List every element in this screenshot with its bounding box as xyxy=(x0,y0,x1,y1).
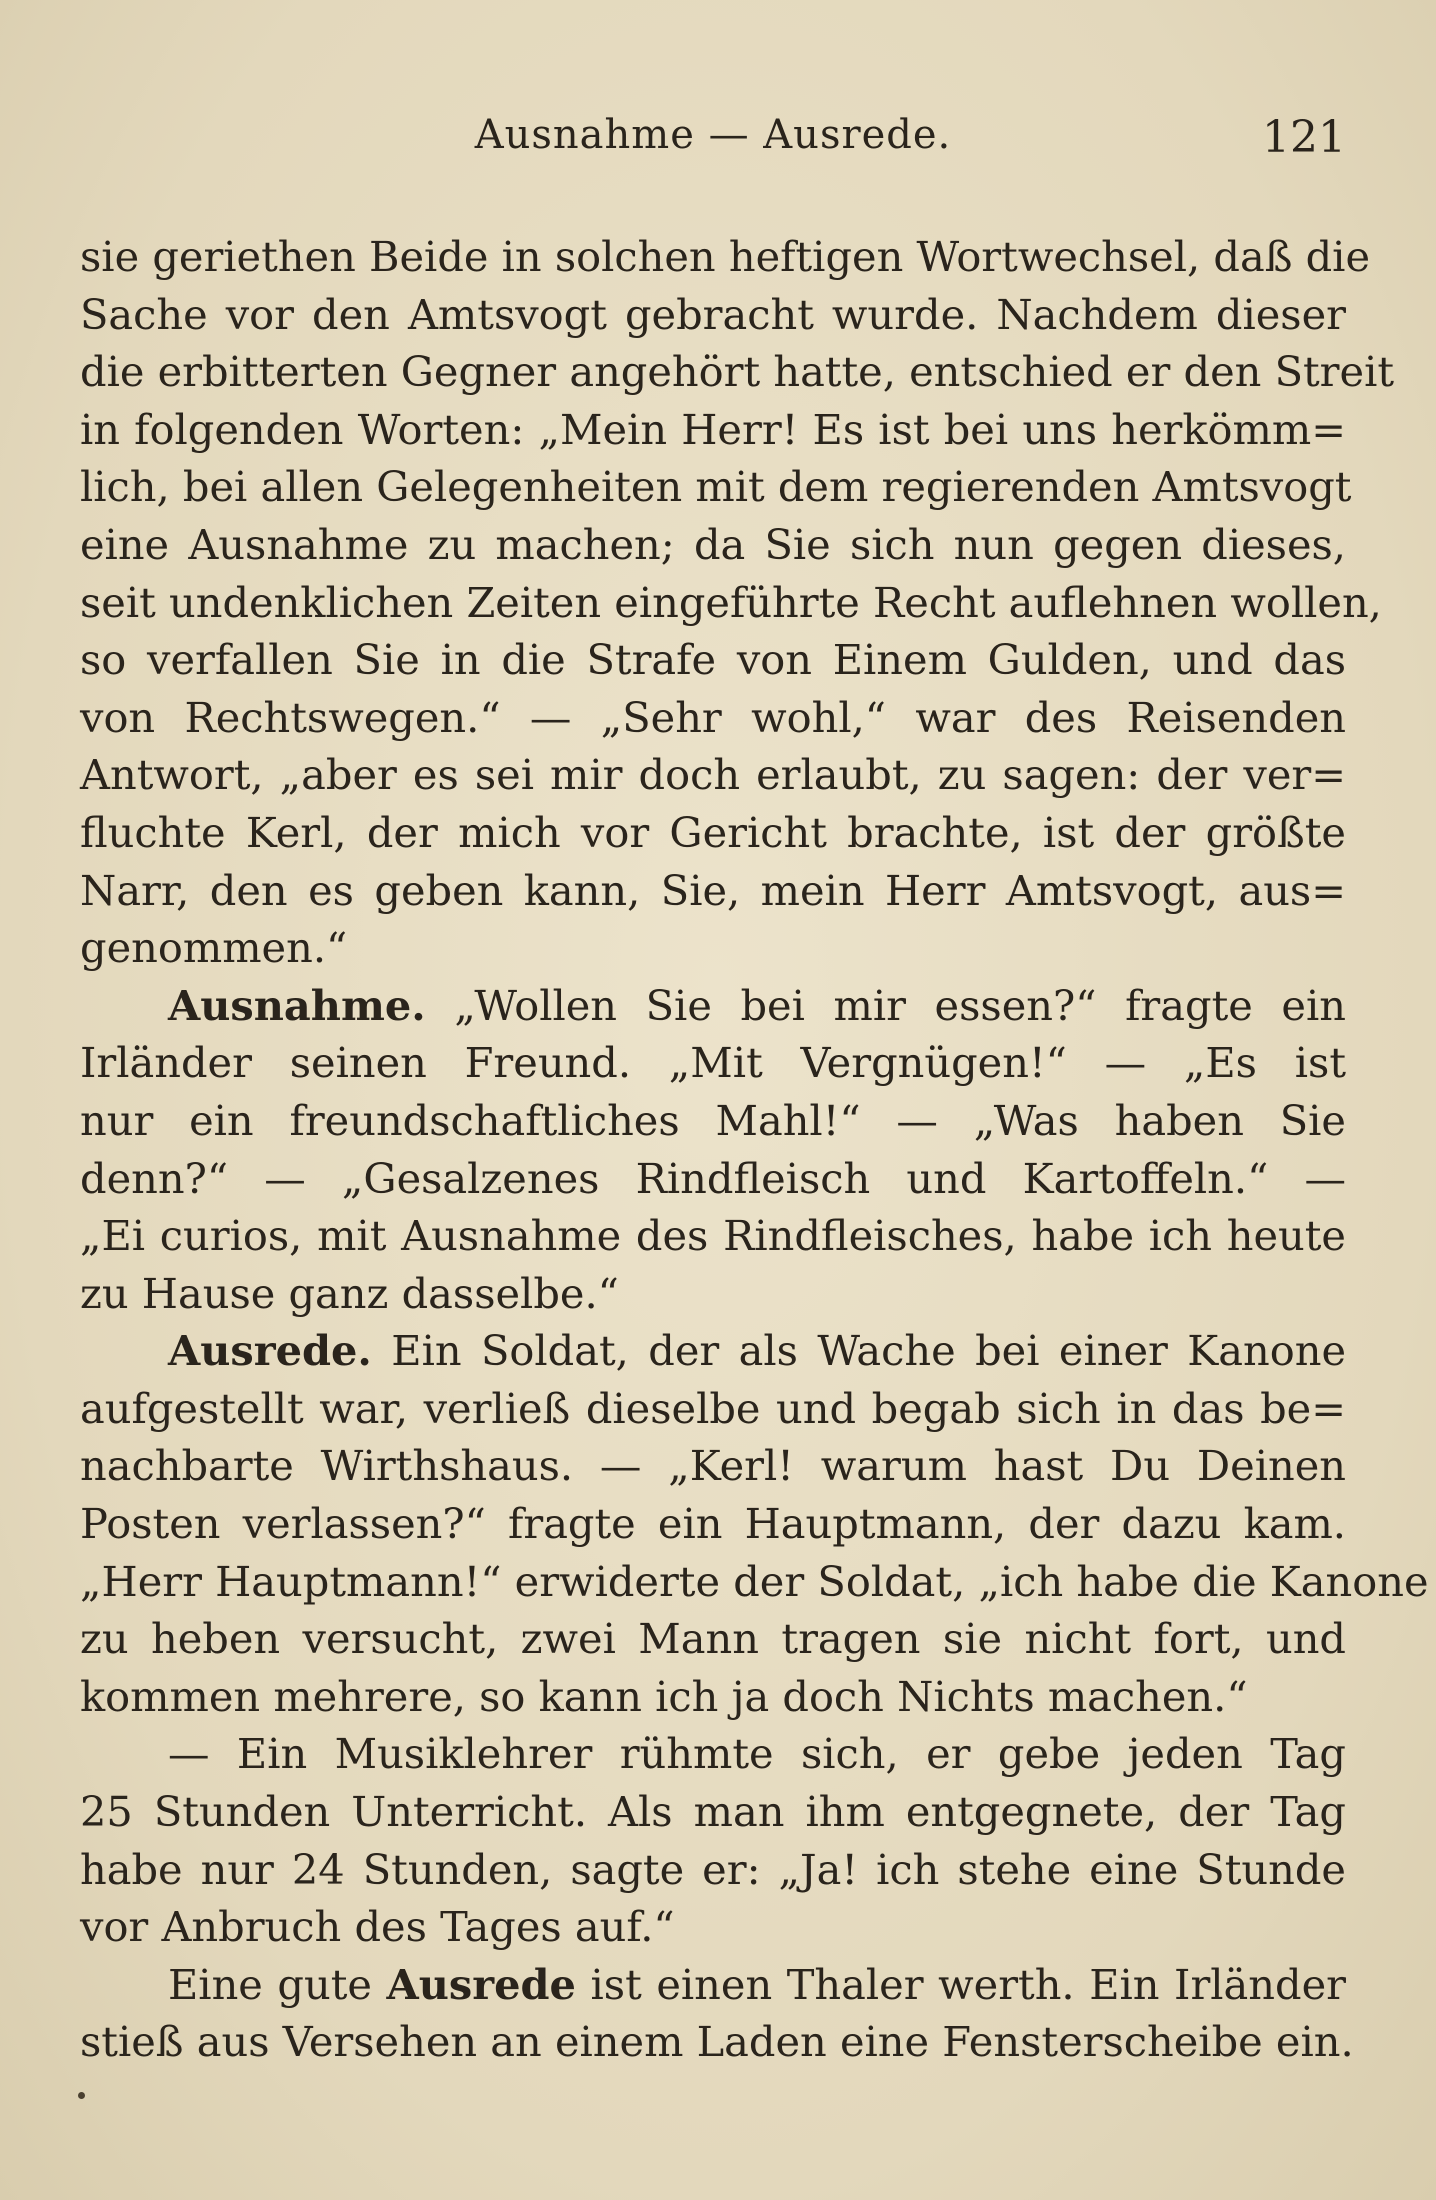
entry-text: „Wollen Sie bei mir essen?“ fragte ein xyxy=(454,980,1346,1030)
page-number: 121 xyxy=(1262,112,1346,163)
entry-text: Eine gute xyxy=(168,1959,372,2009)
text-line: von Rechtswegen.“ — „Sehr wohl,“ war des Reisenden xyxy=(80,692,1346,742)
entry-line-ausrede xyxy=(80,1322,1346,1380)
text-line: seit undenklichen Zeiten eingeführte Recht auflehnen wollen, xyxy=(80,577,1382,627)
text-line: stieß aus Versehen an einem Laden eine Fensterscheibe ein. xyxy=(80,2017,1354,2067)
text-line: Posten verlassen?“ fragte ein Hauptmann, der dazu kam. xyxy=(80,1499,1346,1549)
text-line: — Ein Musiklehrer rühmte sich, er gebe jeden Tag xyxy=(168,1729,1346,1779)
lemma-ausrede-inline: Ausrede xyxy=(386,1959,576,2009)
page-header xyxy=(80,112,1346,182)
text-line: Antwort, „aber es sei mir doch erlaubt, zu sagen: der ver= xyxy=(80,750,1346,800)
text-line: Narr, den es geben kann, Sie, mein Herr Amtsvogt, aus= xyxy=(80,865,1346,915)
text-line: Irländer seinen Freund. „Mit Vergnügen!“ — „Es ist xyxy=(80,1038,1346,1088)
text-line: nachbarte Wirthshaus. — „Kerl! warum hast Du Deinen xyxy=(80,1441,1346,1491)
entry-line-ausrede-2 xyxy=(80,1956,1346,2014)
text-line: lich, bei allen Gelegenheiten mit dem regierenden Amtsvogt xyxy=(80,462,1352,512)
entry-text: ist einen Thaler werth. Ein Irländer xyxy=(590,1959,1346,2009)
text-line: zu heben versucht, zwei Mann tragen sie nicht fort, und xyxy=(80,1614,1346,1664)
text-line: genommen.“ xyxy=(80,923,348,973)
entry-text: Ein Soldat, der als Wache bei einer Kanone xyxy=(391,1326,1346,1376)
text-line: die erbitterten Gegner angehört hatte, entschied er den Streit xyxy=(80,347,1395,397)
text-line: denn?“ — „Gesalzenes Rindfleisch und Kartoffeln.“ — xyxy=(80,1153,1346,1203)
body-text xyxy=(80,228,1429,2071)
text-line: eine Ausnahme zu machen; da Sie sich nun gegen dieses, xyxy=(80,519,1346,569)
text-line: zu Hause ganz dasselbe.“ xyxy=(80,1268,619,1318)
text-line: vor Anbruch des Tages auf.“ xyxy=(80,1902,675,1952)
lemma-ausrede: Ausrede. xyxy=(168,1326,372,1376)
ink-spot xyxy=(78,2092,85,2099)
text-line: fluchte Kerl, der mich vor Gericht brachte, ist der größte xyxy=(80,807,1346,857)
text-line: aufgestellt war, verließ dieselbe und begab sich in das be= xyxy=(80,1383,1346,1433)
text-line: „Herr Hauptmann!“ erwiderte der Soldat, „ich habe die Kanone xyxy=(80,1556,1429,1606)
running-title: Ausnahme — Ausrede. xyxy=(474,112,952,158)
text-line: kommen mehrere, so kann ich ja doch Nichts machen.“ xyxy=(80,1671,1248,1721)
lemma-ausnahme: Ausnahme. xyxy=(168,980,426,1030)
text-line: Sache vor den Amtsvogt gebracht wurde. Nachdem dieser xyxy=(80,289,1346,339)
text-line: so verfallen Sie in die Strafe von Einem Gulden, und das xyxy=(80,635,1346,685)
text-line: „Ei curios, mit Ausnahme des Rindfleisches, habe ich heute xyxy=(80,1211,1346,1261)
text-line: sie geriethen Beide in solchen heftigen Wortwechsel, daß die xyxy=(80,232,1371,281)
text-line: habe nur 24 Stunden, sagte er: „Ja! ich stehe eine Stunde xyxy=(80,1844,1346,1894)
text-line: 25 Stunden Unterricht. Als man ihm entgegnete, der Tag xyxy=(80,1787,1346,1837)
text-line: in folgenden Worten: „Mein Herr! Es ist bei uns herkömm= xyxy=(80,404,1346,454)
text-line: nur ein freundschaftliches Mahl!“ — „Was haben Sie xyxy=(80,1095,1346,1145)
entry-line-ausnahme xyxy=(80,977,1346,1035)
